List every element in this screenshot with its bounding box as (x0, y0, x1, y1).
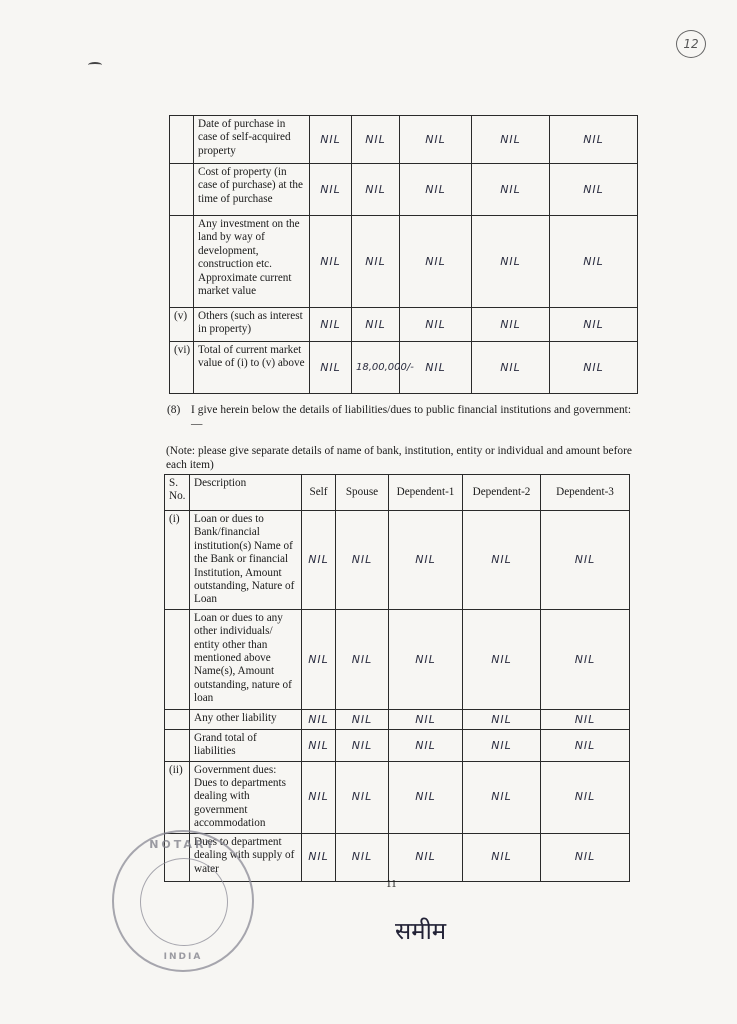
serial-cell (165, 609, 190, 709)
value-cell: NIL (541, 761, 630, 833)
description-cell: Any other liability (190, 709, 302, 729)
value-cell: NIL (400, 164, 472, 216)
value-cell: NIL (352, 164, 400, 216)
description-cell: Loan or dues to Bank/financial institution(s) Name of the Bank or financial Institution, Amount outstanding, Nature of Loan (190, 511, 302, 610)
page-sequence-number: 12 (676, 30, 706, 58)
value-cell: NIL (352, 116, 400, 164)
liabilities-table (164, 474, 630, 882)
value-cell: NIL (541, 729, 630, 761)
stamp-top-text: NOTARY (149, 838, 217, 851)
table-row (165, 729, 630, 761)
value-cell: NIL (541, 609, 630, 709)
signature: समीम (395, 917, 447, 945)
serial-cell (170, 116, 194, 164)
description-cell: Any investment on the land by way of development, construction etc. Approximate current market value (194, 216, 310, 308)
column-header: S. No. (165, 475, 190, 511)
value-cell: NIL (310, 116, 352, 164)
value-cell: NIL (336, 511, 389, 610)
description-cell: Date of purchase in case of self-acquired property (194, 116, 310, 164)
value-cell: NIL (463, 511, 541, 610)
value-cell: NIL (550, 216, 638, 308)
stamp-bottom-text: INDIA (163, 952, 203, 962)
value-cell: NIL (541, 833, 630, 881)
description-cell: Total of current market value of (i) to (v) above (194, 342, 310, 394)
table-row (170, 308, 638, 342)
description-cell: Dues to department dealing with supply of water (190, 833, 302, 881)
value-cell: NIL (550, 342, 638, 394)
column-header: Dependent-2 (463, 475, 541, 511)
value-cell: NIL (302, 709, 336, 729)
column-header: Spouse (336, 475, 389, 511)
value-cell: NIL (302, 761, 336, 833)
table-row (165, 709, 630, 729)
value-cell: NIL (352, 216, 400, 308)
value-cell: NIL (389, 729, 463, 761)
serial-cell: (vi) (170, 342, 194, 394)
serial-cell: (ii) (165, 761, 190, 833)
value-cell: NIL (472, 342, 550, 394)
column-header: Dependent-3 (541, 475, 630, 511)
serial-cell (170, 164, 194, 216)
column-header: Self (302, 475, 336, 511)
serial-cell: (v) (170, 308, 194, 342)
value-cell: NIL (463, 761, 541, 833)
value-cell: NIL (400, 216, 472, 308)
value-cell: NIL (336, 761, 389, 833)
value-cell: NIL (463, 609, 541, 709)
value-cell: NIL (389, 833, 463, 881)
table-row (165, 511, 630, 610)
description-cell: Government dues: Dues to departments dealing with government accommodation (190, 761, 302, 833)
value-cell: NIL (336, 833, 389, 881)
value-cell: NIL (352, 308, 400, 342)
value-cell: NIL (472, 164, 550, 216)
value-cell: NIL (550, 116, 638, 164)
value-cell: NIL (336, 709, 389, 729)
value-cell: NIL (550, 308, 638, 342)
section-8-number: (8) (167, 404, 181, 416)
table-header-row (165, 475, 630, 511)
stamp-inner-ring (140, 858, 228, 946)
value-cell: NIL (463, 833, 541, 881)
value-cell: NIL (550, 164, 638, 216)
column-header: Description (190, 475, 302, 511)
value-cell: NIL (400, 116, 472, 164)
table-row (165, 761, 630, 833)
value-cell: NIL (541, 511, 630, 610)
value-cell: NIL (336, 729, 389, 761)
scan-mark (88, 62, 102, 68)
assets-table-continued (169, 115, 638, 394)
table-row (170, 116, 638, 164)
table-row (170, 216, 638, 308)
value-cell: NIL (310, 342, 352, 394)
value-cell: NIL (389, 609, 463, 709)
value-cell: NIL (400, 342, 472, 394)
value-cell: NIL (310, 216, 352, 308)
section-8-text: I give herein below the details of liabilities/dues to public financial institutions and government:— (191, 404, 631, 430)
column-header: Dependent-1 (389, 475, 463, 511)
value-cell: NIL (302, 833, 336, 881)
table-row (165, 609, 630, 709)
value-cell: NIL (336, 609, 389, 709)
value-cell: NIL (389, 761, 463, 833)
description-cell: Grand total of liabilities (190, 729, 302, 761)
value-cell: NIL (310, 308, 352, 342)
description-cell: Cost of property (in case of purchase) at the time of purchase (194, 164, 310, 216)
value-cell: NIL (463, 709, 541, 729)
value-cell: NIL (472, 216, 550, 308)
value-cell: NIL (302, 609, 336, 709)
notary-stamp (112, 830, 254, 972)
value-cell: NIL (389, 709, 463, 729)
description-cell: Others (such as interest in property) (194, 308, 310, 342)
value-cell: 18,00,000/- (352, 342, 400, 394)
value-cell: NIL (400, 308, 472, 342)
value-cell: NIL (463, 729, 541, 761)
value-cell: NIL (302, 729, 336, 761)
serial-cell (170, 216, 194, 308)
description-cell: Loan or dues to any other individuals/ entity other than mentioned above Name(s), Amount outstanding, nature of loan (190, 609, 302, 709)
table-row (170, 342, 638, 394)
value-cell: NIL (541, 709, 630, 729)
serial-cell (165, 709, 190, 729)
value-cell: NIL (389, 511, 463, 610)
value-cell: NIL (472, 116, 550, 164)
serial-cell: (i) (165, 511, 190, 610)
section-8-note: (Note: please give separate details of name of bank, institution, entity or individual and amount before each item) (166, 445, 632, 471)
serial-cell (165, 729, 190, 761)
page-number: 11 (386, 878, 397, 890)
value-cell: NIL (302, 511, 336, 610)
value-cell: NIL (310, 164, 352, 216)
value-cell: NIL (472, 308, 550, 342)
table-row (170, 164, 638, 216)
